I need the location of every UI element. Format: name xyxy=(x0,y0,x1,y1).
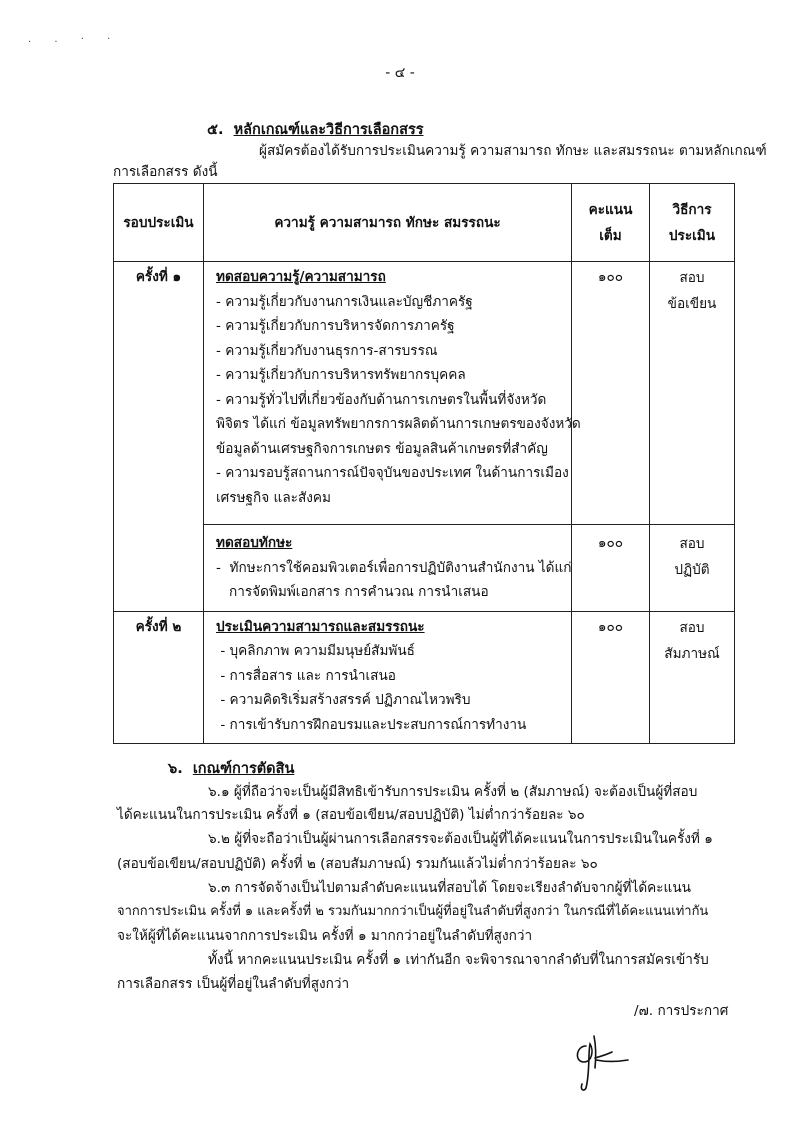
header-method xyxy=(650,184,735,262)
header-score-line1: คะแนน xyxy=(588,201,633,218)
method-line2: สัมภาษณ์ xyxy=(664,645,720,662)
method-line1: สอบ xyxy=(679,619,705,636)
list-item: พิจิตร ได้แก่ ข้อมูลทรัพยากรการผลิตด้านการเกษตรของจังหวัด xyxy=(216,416,581,432)
table-header-row xyxy=(114,184,735,262)
criteria-table xyxy=(113,183,735,744)
header-score xyxy=(572,184,650,262)
table-row xyxy=(114,525,735,612)
table-row xyxy=(114,262,735,525)
header-content: ความรู้ ความสามารถ ทักษะ สมรรถนะ xyxy=(204,184,572,262)
list-item: เศรษฐกิจ และสังคม xyxy=(216,489,331,506)
paragraph-line: (สอบข้อเขียน/สอบปฏิบัติ) ครั้งที่ ๒ (สอบสัมภาษณ์) รวมกันแล้วไม่ต่ำกว่าร้อยละ ๖๐ xyxy=(117,856,598,872)
paragraph-line: ๖.๓ การจัดจ้างเป็นไปตามลำดับคะแนนที่สอบได้ โดยจะเรียงลำดับจากผู้ที่ได้คะแนน xyxy=(208,880,691,896)
signature xyxy=(572,1032,632,1094)
section-6-heading xyxy=(168,757,294,780)
section-6-number: ๖. xyxy=(168,761,183,777)
round2-method xyxy=(650,611,735,744)
list-item: - การเข้ารับการฝึกอบรมและประสบการณ์การทำงาน xyxy=(216,716,527,733)
round1-knowledge-cell xyxy=(204,262,581,525)
list-item: การจัดพิมพ์เอกสาร การคำนวณ การนำเสนอ xyxy=(216,584,489,600)
list-item: - ทักษะการใช้คอมพิวเตอร์เพื่อการปฏิบัติงานสำนักงาน ได้แก่ xyxy=(216,559,572,576)
round2-label: ครั้งที่ ๒ xyxy=(114,611,204,744)
round2-title: ประเมินความสามารถและสมรรถนะ xyxy=(216,618,425,635)
list-item: - ความรู้เกี่ยวกับงานธุรการ-สารบรรณ xyxy=(216,342,438,359)
method-line1: สอบ xyxy=(679,536,705,552)
list-item: - ความคิดริเริ่มสร้างสรรค์ ปฏิภาณไหวพริบ xyxy=(216,692,471,708)
round1-knowledge-title: ทดสอบความรู้/ความสามารถ xyxy=(216,269,386,285)
paragraph-line: ๖.๒ ผู้ที่จะถือว่าเป็นผู้ผ่านการเลือกสรรจะต้องเป็นผู้ที่ได้คะแนนในการประเมินในครั้งที่ ๑ xyxy=(208,831,713,847)
list-item: ข้อมูลด้านเศรษฐกิจการเกษตร ข้อมูลสินค้าเกษตรที่สำคัญ xyxy=(216,440,548,457)
method-line1: สอบ xyxy=(679,270,705,286)
section-5-number: ๕. xyxy=(207,122,224,138)
list-item: - บุคลิกภาพ ความมีมนุษย์สัมพันธ์ xyxy=(216,643,415,659)
round1-knowledge-score: ๑๐๐ xyxy=(572,262,650,525)
section-6-title: เกณฑ์การตัดสิน xyxy=(192,761,295,777)
header-method-line2: ประเมิน xyxy=(668,227,716,244)
table-row xyxy=(114,611,735,744)
paragraph-line: ทั้งนี้ หากคะแนนประเมิน ครั้งที่ ๑ เท่ากันอีก จะพิจารณาจากลำดับที่ในการสมัครเข้ารับ xyxy=(208,952,709,968)
list-item: - ความรู้เกี่ยวกับการบริหารทรัพยากรบุคคล xyxy=(216,367,466,383)
method-line2: ข้อเขียน xyxy=(667,296,717,312)
section-5-title: หลักเกณฑ์และวิธีการเลือกสรร xyxy=(233,122,424,138)
paragraph-line: ได้คะแนนในการประเมิน ครั้งที่ ๑ (สอบข้อเขียน/สอบปฏิบัติ) ไม่ต่ำกว่าร้อยละ ๖๐ xyxy=(117,807,585,823)
scan-dots: . . · · xyxy=(28,34,121,45)
list-item: - การสื่อสาร และ การนำเสนอ xyxy=(216,667,396,684)
method-line2: ปฏิบัติ xyxy=(674,562,710,578)
paragraph-line: จะให้ผู้ที่ได้คะแนนจากการประเมิน ครั้งที่ ๑ มากกว่าอยู่ในลำดับที่สูงกว่า xyxy=(117,928,533,944)
section-5-heading xyxy=(207,118,424,141)
round2-score: ๑๐๐ xyxy=(572,611,650,744)
list-item: - ความรู้ทั่วไปที่เกี่ยวข้องกับด้านการเกษตรในพื้นที่จังหวัด xyxy=(216,391,547,408)
header-round: รอบประเมิน xyxy=(114,184,204,262)
paragraph-line: ๖.๑ ผู้ที่ถือว่าจะเป็นผู้มีสิทธิเข้ารับการประเมิน ครั้งที่ ๒ (สัมภาษณ์) จะต้องเป็นผู้ที่สอบ xyxy=(208,784,698,800)
page-number: - ๔ - xyxy=(385,65,415,81)
round1-knowledge-method xyxy=(650,262,735,525)
list-item: - ความรู้เกี่ยวกับการบริหารจัดการภาครัฐ xyxy=(216,318,455,334)
round2-cell xyxy=(204,611,572,744)
round1-skill-score: ๑๐๐ xyxy=(572,525,650,612)
section-5-intro-line2: การเลือกสรร ดังนี้ xyxy=(113,164,218,180)
list-item: - ความรอบรู้สถานการณ์ปัจจุบันของประเทศ ในด้านการเมือง xyxy=(216,465,569,481)
round1-skill-cell xyxy=(204,525,572,612)
list-item: - ความรู้เกี่ยวกับงานการเงินและบัญชีภาครัฐ xyxy=(216,293,473,310)
continued-note: /๗. การประกาศ xyxy=(634,1003,729,1019)
section-5-intro-line1: ผู้สมัครต้องได้รับการประเมินความรู้ ความสามารถ ทักษะ และสมรรถนะ ตามหลักเกณฑ์ xyxy=(259,143,767,159)
paragraph-line: จากการประเมิน ครั้งที่ ๑ และครั้งที่ ๒ รวมกันมากกว่าเป็นผู้ที่อยู่ในลำดับที่สูงกว่า ในกรณีที่ได้คะแนนเท่ากัน xyxy=(117,904,709,919)
round1-skill-title: ทดสอบทักษะ xyxy=(216,535,293,551)
header-method-line1: วิธีการ xyxy=(672,201,712,218)
header-score-line2: เต็ม xyxy=(599,227,622,244)
round1-label: ครั้งที่ ๑ xyxy=(114,262,204,612)
paragraph-line: การเลือกสรร เป็นผู้ที่อยู่ในลำดับที่สูงกว่า xyxy=(117,976,350,992)
round1-skill-method xyxy=(650,525,735,612)
